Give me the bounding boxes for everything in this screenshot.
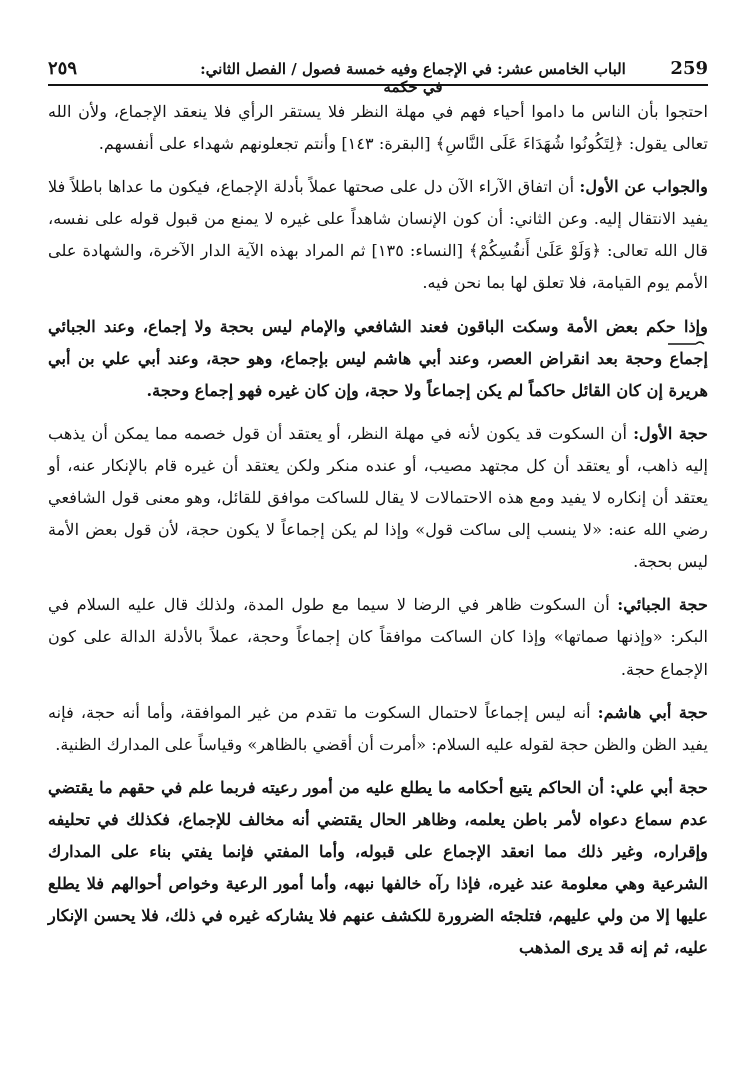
paragraph-text: وإذا حكم بعض الأمة وسكت الباقون فعند الشافعي والإمام ليس بحجة ولا إجماع، وعند الجبائي إجماع وحجة بعد انقراض العصر، وعند أبي هاشم ليس بإجماع، وهو حجة، وعند أبي علي بن أبي هريرة إن كان القائل حاكماً لم يكن إجماعاً ولا حجة، وإن كان غيره فهو إجماع وحجة. bbox=[48, 316, 708, 400]
page-number-latin: 259 bbox=[670, 58, 708, 79]
running-title: الباب الخامس عشر: في الإجماع وفيه خمسة فصول / الفصل الثاني: في حكمه bbox=[200, 60, 626, 96]
paragraph-text: أنه ليس إجماعاً لاحتمال السكوت ما تقدم من غير الموافقة، وأما أنه حجة، فإنه يفيد الظن والظن حجة لقوله عليه السلام: «أمرت أن أقضي بالظاهر» وقياساً على المدارك الظنية. bbox=[48, 702, 708, 754]
paragraph-1 bbox=[48, 96, 708, 160]
paragraph-lead: والجواب عن الأول: bbox=[579, 177, 708, 197]
paragraph-lead: حجة أبي هاشم: bbox=[597, 702, 708, 722]
paragraph-7 bbox=[48, 772, 708, 965]
paragraph-lead: حجة الجبائي: bbox=[617, 595, 708, 615]
paragraph-4 bbox=[48, 418, 708, 578]
running-header bbox=[48, 56, 708, 96]
page-body bbox=[48, 96, 708, 1056]
paragraph-text: أن السكوت قد يكون لأنه في مهلة النظر، أو يعتقد أن قول خصمه مما يمكن أن يذهب إليه ذاهب، أو يعتقد أن كل مجتهد مصيب، أو عنده منكر ولكن يعتقد أن غيره قام بالإنكار عنه، أو يعتقد أن إنكاره لا يفيد ومع هذه الاحتمالات لا يقال للساكت موافق للقائل، وهو معنى قول الشافعي رضي الله عنه: «لا ينسب إلى ساكت قول» وإذا لم يكن إجماعاً لا يكون حجة، لأن قول بعض الأمة ليس بحجة. bbox=[48, 423, 708, 572]
paragraph-lead: حجة الأول: bbox=[633, 423, 708, 443]
paragraph-text: احتجوا بأن الناس ما داموا أحياء فهم في مهلة النظر فلا يستقر الرأي فلا ينعقد الإجماع، ولأن الله تعالى يقول: ﴿لِتَكُونُوا شُهَدَاءَ عَلَى النَّاسِ﴾ [البقرة: ١٤٣] وأنتم تجعلونهم شهداء على أنفسهم. bbox=[48, 102, 708, 154]
paragraph-3 bbox=[48, 311, 708, 407]
paragraph-6 bbox=[48, 697, 708, 761]
paragraph-text: أن الحاكم يتبع أحكامه ما يطلع عليه من أمور رعيته فربما علم في حقهم ما يقتضي عدم سماع دعواه لأمر باطن يعلمه، وظاهر الحال يقتضي أنه مخالف للإجماع، فكذلك في تحليفه وإقراره، وغير ذلك مما انعقد الإجماع على قبوله، وأما المفتي فإنما يفتي بناء على المدارك الشرعية وهي معلومة عند غيره، فإذا رآه خالفها نبهه، وأما أمور الرعية وخواص أحوالهم فلا يطلع عليها إلا من ولي عليهم، فتلجئه الضرورة للكشف عنهم فلا يشاركه غيره في ذلك، فلا يحسن الإنكار عليه، ثم إنه قد يرى المذهب bbox=[48, 777, 708, 958]
paragraph-lead: حجة أبي علي: bbox=[609, 777, 708, 797]
paragraph-text: أن اتفاق الآراء الآن دل على صحتها عملاً بأدلة الإجماع، فيكون ما عداها باطلاً فلا يفيد الانتقال إليه. وعن الثاني: أن كون الإنسان شاهداً على غيره لا يمنع من قبول قوله على نفسه، قال الله تعالى: ﴿وَلَوْ عَلَىٰ أَنفُسِكُمْ﴾ [النساء: ١٣٥] ثم المراد بهذه الآية الدار الآخرة، والشهادة على الأمم يوم القيامة، فلا تعلق لها بما نحن فيه. bbox=[48, 177, 708, 293]
paragraph-2 bbox=[48, 171, 708, 299]
paragraph-text: أن السكوت ظاهر في الرضا لا سيما مع طول المدة، ولذلك قال عليه السلام في البكر: «وإذنها صماتها» وإذا كان الساكت موافقاً كان إجماعاً وحجة، عملاً بالأدلة الدالة على كون الإجماع حجة. bbox=[48, 595, 708, 679]
paragraph-5 bbox=[48, 589, 708, 685]
page-number-arabic: ٢٥٩ bbox=[48, 58, 78, 79]
